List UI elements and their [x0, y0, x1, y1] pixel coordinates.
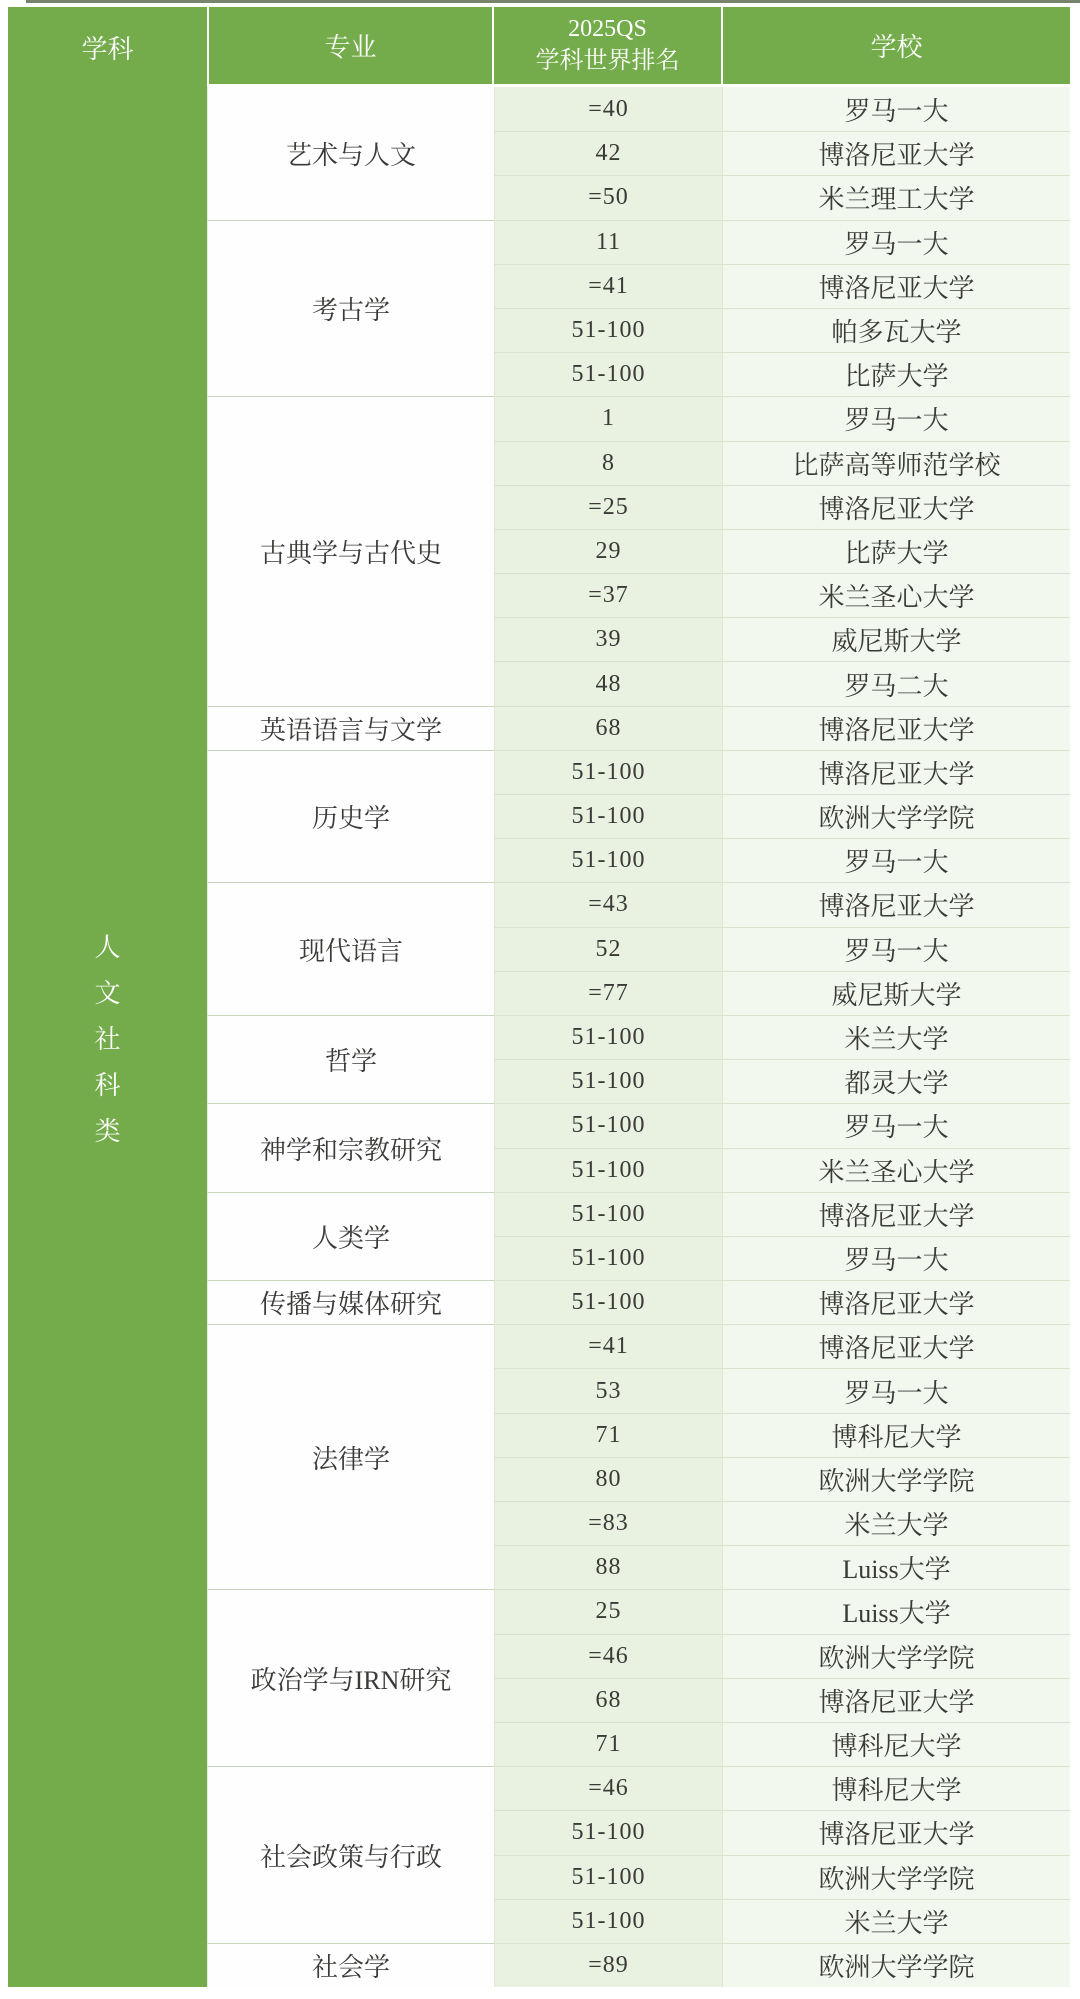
- school-cell: 博科尼大学: [723, 1413, 1070, 1457]
- school-cell: 罗马一大: [723, 838, 1070, 882]
- rank-cell: =43: [494, 882, 723, 926]
- rank-cell: =46: [494, 1634, 723, 1678]
- school-cell: 博科尼大学: [723, 1722, 1070, 1766]
- school-cell: 博洛尼亚大学: [723, 882, 1070, 926]
- rank-cell: 51-100: [494, 838, 723, 882]
- school-cell: 博洛尼亚大学: [723, 1280, 1070, 1324]
- major-cell: 社会学: [207, 1943, 494, 1987]
- rank-cell: 8: [494, 441, 723, 485]
- rank-cell: =25: [494, 485, 723, 529]
- category-char: 社: [94, 1024, 121, 1054]
- school-cell: 博洛尼亚大学: [723, 131, 1070, 175]
- school-cell: 博洛尼亚大学: [723, 750, 1070, 794]
- rank-cell: 11: [494, 220, 723, 264]
- rank-cell: 29: [494, 529, 723, 573]
- rank-cell: 51-100: [494, 1059, 723, 1103]
- rank-cell: 51-100: [494, 1855, 723, 1899]
- school-cell: 米兰大学: [723, 1015, 1070, 1059]
- rank-cell: 51-100: [494, 308, 723, 352]
- school-cell: 比萨大学: [723, 529, 1070, 573]
- rank-cell: 51-100: [494, 1899, 723, 1943]
- major-cell: 哲学: [207, 1015, 494, 1103]
- category-char: 人: [94, 932, 121, 962]
- school-cell: 威尼斯大学: [723, 617, 1070, 661]
- school-cell: 欧洲大学学院: [723, 794, 1070, 838]
- school-cell: 罗马一大: [723, 1368, 1070, 1412]
- major-cell: 古典学与古代史: [207, 396, 494, 705]
- rank-cell: 80: [494, 1457, 723, 1501]
- header-school: 学校: [723, 7, 1070, 87]
- rank-cell: 51-100: [494, 1103, 723, 1147]
- school-cell: 欧洲大学学院: [723, 1855, 1070, 1899]
- school-cell: 欧洲大学学院: [723, 1634, 1070, 1678]
- ranking-table: [8, 7, 1070, 1987]
- rank-cell: =46: [494, 1766, 723, 1810]
- school-cell: 米兰大学: [723, 1899, 1070, 1943]
- header-rank: [494, 7, 723, 87]
- rank-cell: =50: [494, 175, 723, 219]
- category-column: [8, 7, 207, 1987]
- header-rank-line2: 学科世界排名: [535, 47, 680, 74]
- school-cell: 罗马一大: [723, 1103, 1070, 1147]
- school-cell: 罗马一大: [723, 396, 1070, 440]
- school-cell: 罗马一大: [723, 927, 1070, 971]
- rank-cell: =40: [494, 87, 723, 131]
- rank-cell: 53: [494, 1368, 723, 1412]
- rank-cell: =89: [494, 1943, 723, 1987]
- rank-cell: =41: [494, 1324, 723, 1368]
- school-cell: 比萨大学: [723, 352, 1070, 396]
- rank-cell: =41: [494, 264, 723, 308]
- rank-cell: =77: [494, 971, 723, 1015]
- major-cell: 考古学: [207, 220, 494, 397]
- rank-cell: 1: [494, 396, 723, 440]
- rank-cell: 51-100: [494, 352, 723, 396]
- school-cell: 威尼斯大学: [723, 971, 1070, 1015]
- top-edge-line: [26, 0, 1080, 3]
- rank-cell: 68: [494, 1678, 723, 1722]
- header-major: 专业: [207, 7, 494, 87]
- rank-cell: =37: [494, 573, 723, 617]
- school-cell: 博洛尼亚大学: [723, 485, 1070, 529]
- school-cell: 罗马一大: [723, 220, 1070, 264]
- major-cell: 现代语言: [207, 882, 494, 1015]
- school-cell: 博洛尼亚大学: [723, 1810, 1070, 1854]
- rank-cell: 51-100: [494, 1148, 723, 1192]
- header-subject: 学科: [81, 34, 134, 64]
- rank-cell: 51-100: [494, 750, 723, 794]
- rank-cell: 51-100: [494, 1236, 723, 1280]
- school-cell: 博洛尼亚大学: [723, 1678, 1070, 1722]
- school-cell: 博科尼大学: [723, 1766, 1070, 1810]
- rank-cell: 68: [494, 706, 723, 750]
- school-cell: 罗马一大: [723, 87, 1070, 131]
- major-cell: 历史学: [207, 750, 494, 883]
- category-label: [8, 87, 207, 1987]
- category-char: 文: [94, 978, 121, 1008]
- major-cell: 法律学: [207, 1324, 494, 1589]
- rank-cell: 48: [494, 661, 723, 705]
- rank-cell: 51-100: [494, 794, 723, 838]
- school-cell: 欧洲大学学院: [723, 1457, 1070, 1501]
- rank-cell: 42: [494, 131, 723, 175]
- rank-cell: 52: [494, 927, 723, 971]
- school-cell: 米兰大学: [723, 1501, 1070, 1545]
- rank-cell: 25: [494, 1589, 723, 1633]
- school-cell: 博洛尼亚大学: [723, 264, 1070, 308]
- major-cell: 英语语言与文学: [207, 706, 494, 750]
- school-cell: 欧洲大学学院: [723, 1943, 1070, 1987]
- school-cell: 博洛尼亚大学: [723, 706, 1070, 750]
- school-cell: 米兰理工大学: [723, 175, 1070, 219]
- major-cell: 神学和宗教研究: [207, 1103, 494, 1191]
- school-cell: 米兰圣心大学: [723, 573, 1070, 617]
- major-cell: 政治学与IRN研究: [207, 1589, 494, 1766]
- header-rank-line1: 2025QS: [568, 16, 647, 43]
- category-char: 科: [94, 1070, 121, 1100]
- rank-cell: 39: [494, 617, 723, 661]
- rank-cell: 51-100: [494, 1280, 723, 1324]
- rank-cell: 51-100: [494, 1015, 723, 1059]
- school-cell: 都灵大学: [723, 1059, 1070, 1103]
- rank-cell: 71: [494, 1722, 723, 1766]
- school-cell: Luiss大学: [723, 1589, 1070, 1633]
- rank-cell: 88: [494, 1545, 723, 1589]
- school-cell: 博洛尼亚大学: [723, 1324, 1070, 1368]
- school-cell: 米兰圣心大学: [723, 1148, 1070, 1192]
- rank-cell: 71: [494, 1413, 723, 1457]
- category-char: 类: [94, 1116, 121, 1146]
- rank-cell: 51-100: [494, 1810, 723, 1854]
- rank-cell: 51-100: [494, 1192, 723, 1236]
- school-cell: 帕多瓦大学: [723, 308, 1070, 352]
- school-cell: 比萨高等师范学校: [723, 441, 1070, 485]
- school-cell: Luiss大学: [723, 1545, 1070, 1589]
- school-cell: 博洛尼亚大学: [723, 1192, 1070, 1236]
- major-cell: 社会政策与行政: [207, 1766, 494, 1943]
- major-cell: 艺术与人文: [207, 87, 494, 220]
- major-cell: 传播与媒体研究: [207, 1280, 494, 1324]
- school-cell: 罗马一大: [723, 1236, 1070, 1280]
- major-cell: 人类学: [207, 1192, 494, 1280]
- school-cell: 罗马二大: [723, 661, 1070, 705]
- rank-cell: =83: [494, 1501, 723, 1545]
